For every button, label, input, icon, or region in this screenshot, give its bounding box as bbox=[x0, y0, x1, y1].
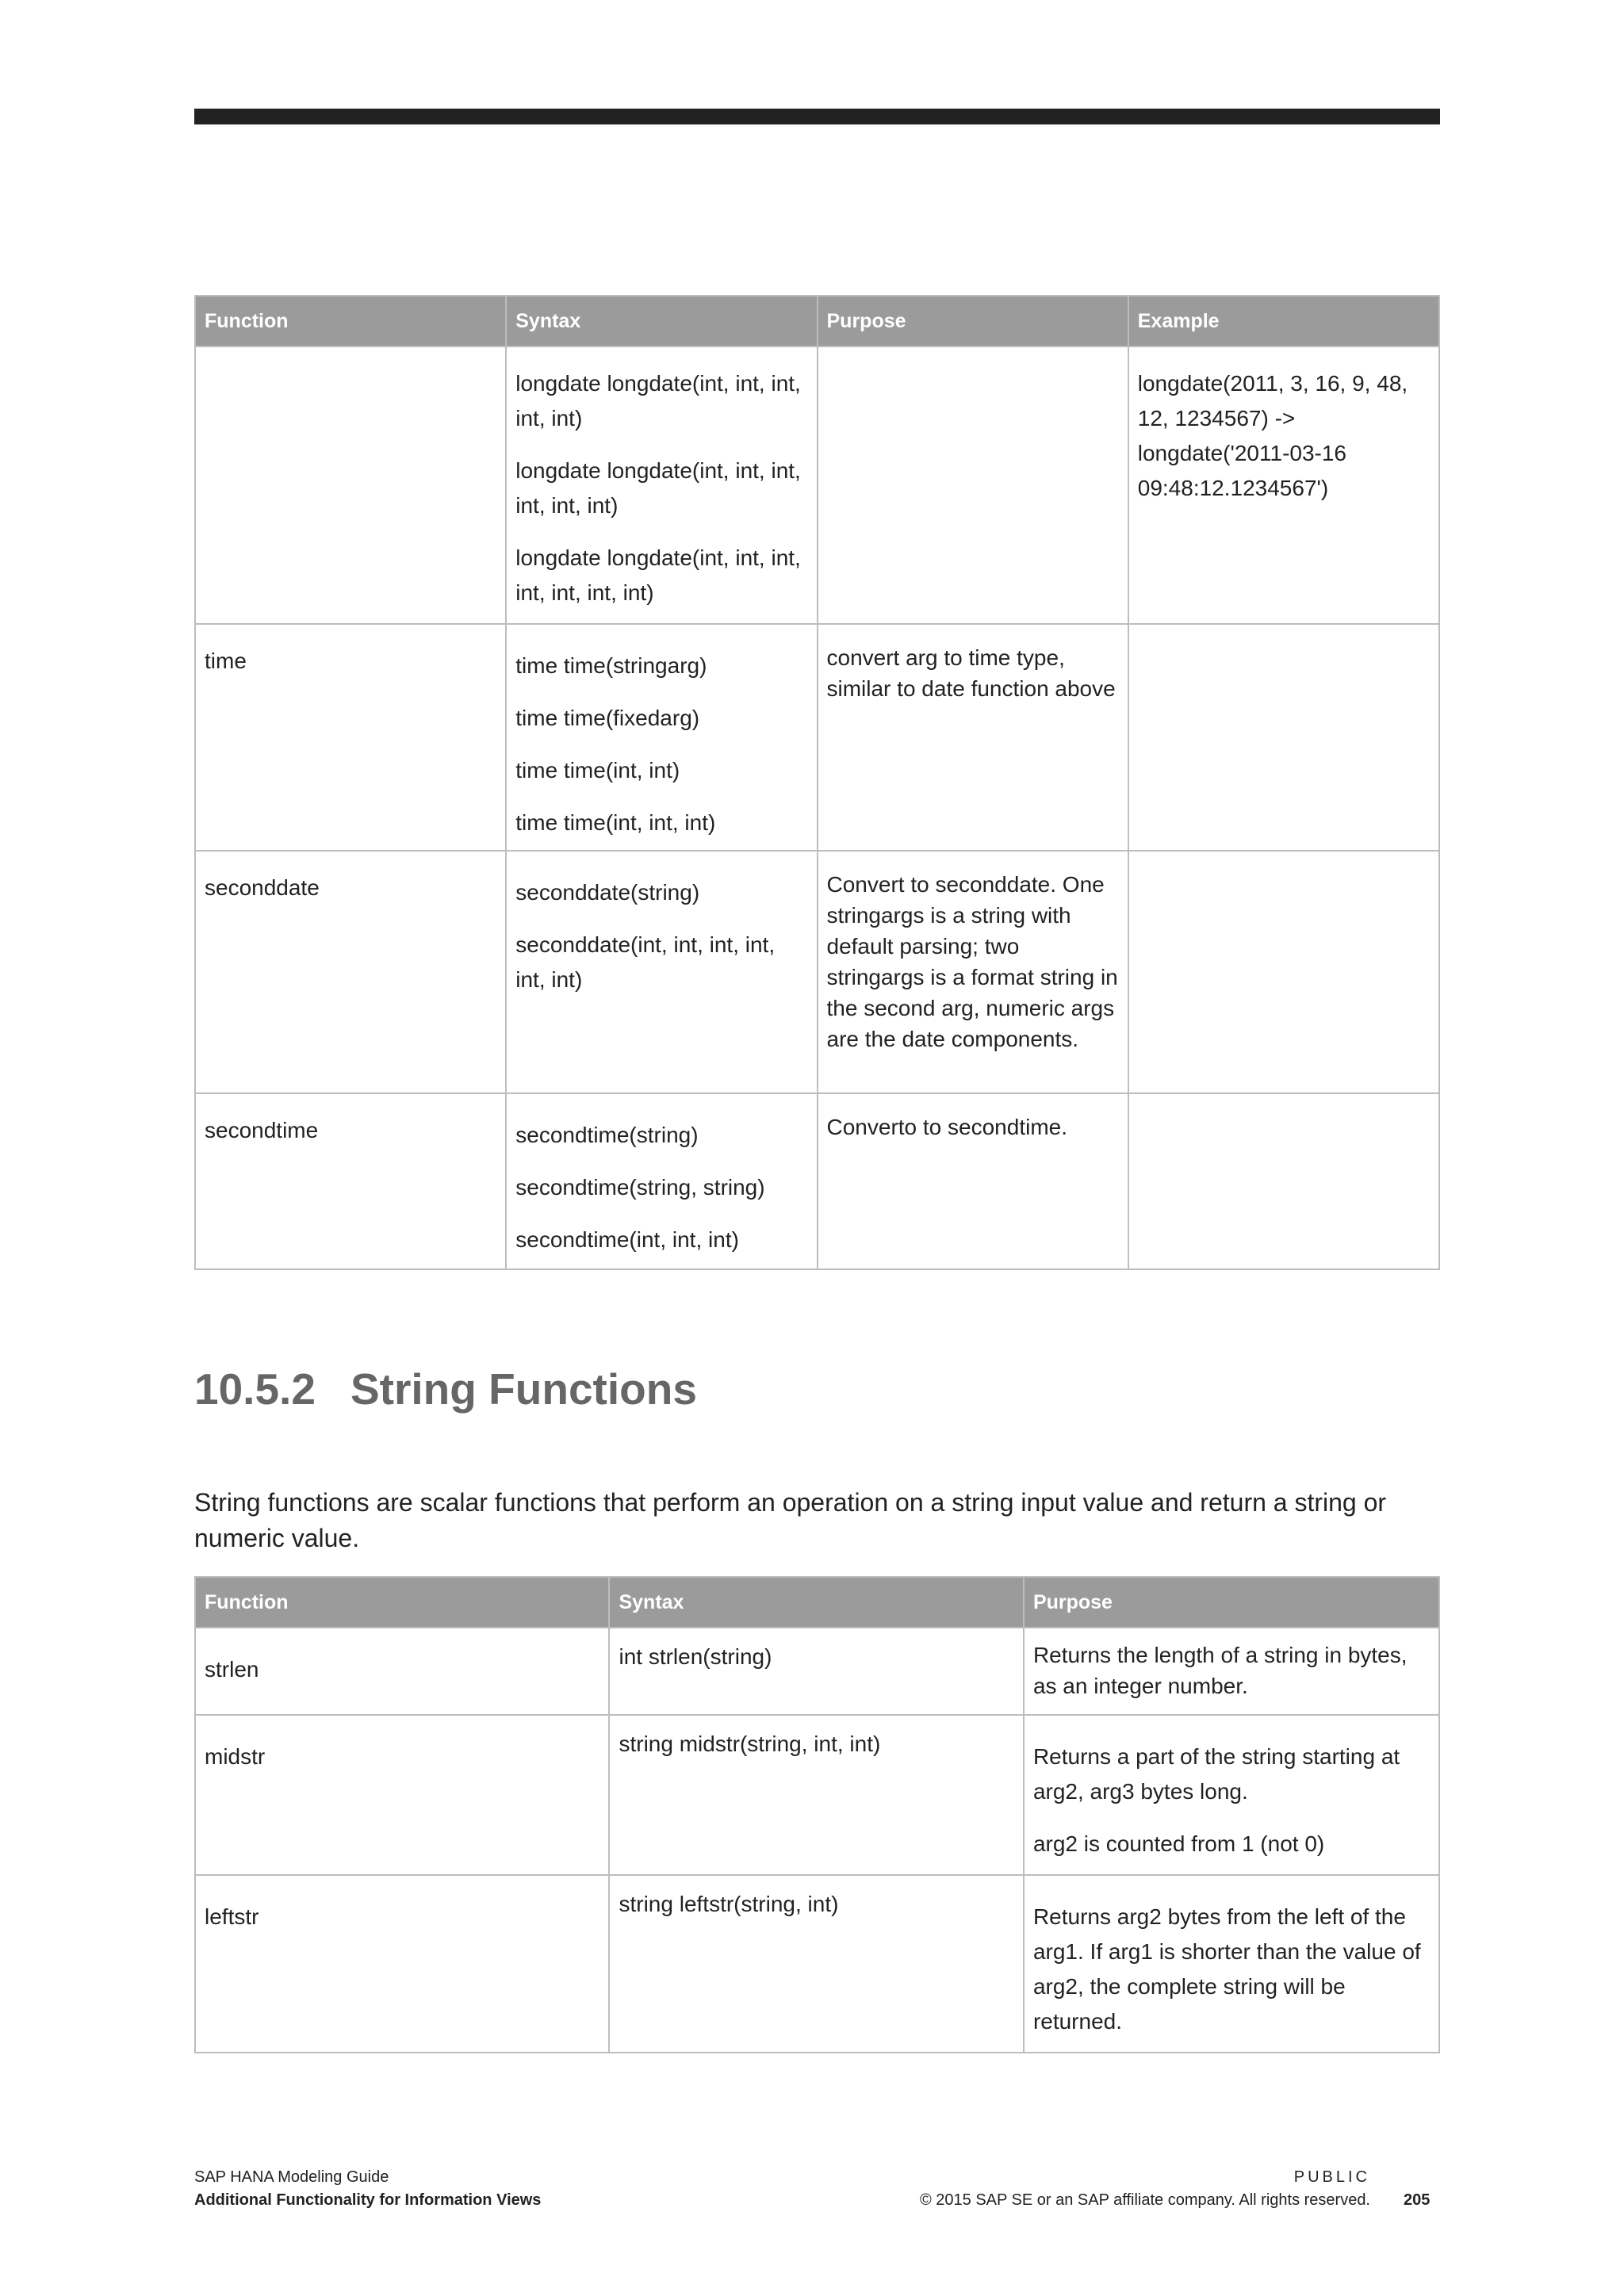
syntax-line: longdate longdate(int, int, int, int, int, int, int) bbox=[515, 545, 801, 605]
footer-left bbox=[194, 2166, 541, 2212]
column-header-function: Function bbox=[195, 1577, 609, 1628]
function-cell: strlen bbox=[195, 1628, 609, 1715]
purpose-cell bbox=[1024, 1875, 1439, 2053]
function-cell: seconddate bbox=[195, 851, 506, 1093]
example-cell bbox=[1128, 1093, 1439, 1269]
syntax-cell bbox=[506, 346, 817, 624]
date-functions-table bbox=[194, 295, 1440, 1270]
purpose-line: Returns the length of a string in bytes, as an integer number. bbox=[1032, 1643, 1408, 1698]
table-row bbox=[195, 851, 1439, 1093]
syntax-line: longdate longdate(int, int, int, int, int, int) bbox=[515, 458, 801, 518]
column-header-syntax: Syntax bbox=[506, 296, 817, 346]
purpose-line: Returns arg2 bytes from the left of the arg1. If arg1 is shorter than the value of arg2, the complete string will be returned. bbox=[1032, 1904, 1421, 2034]
purpose-cell bbox=[818, 346, 1128, 624]
syntax-cell: string leftstr(string, int) bbox=[609, 1875, 1023, 2053]
function-cell: leftstr bbox=[195, 1875, 609, 2053]
classification-label: PUBLIC bbox=[1293, 2168, 1370, 2186]
syntax-line: secondtime(int, int, int) bbox=[515, 1227, 739, 1252]
column-header-function: Function bbox=[195, 296, 506, 346]
syntax-line: secondtime(string) bbox=[515, 1123, 699, 1147]
copyright-notice: © 2015 SAP SE or an SAP affiliate company. All rights reserved. bbox=[919, 2191, 1370, 2209]
table-row bbox=[195, 346, 1439, 624]
section-number: 10.5.2 bbox=[194, 1364, 316, 1414]
footer-right bbox=[920, 2166, 1370, 2212]
syntax-cell: int strlen(string) bbox=[609, 1628, 1023, 1715]
column-header-example: Example bbox=[1128, 296, 1439, 346]
purpose-cell bbox=[1024, 1715, 1439, 1875]
example-cell bbox=[1128, 624, 1439, 851]
column-header-purpose: Purpose bbox=[1024, 1577, 1439, 1628]
column-header-purpose: Purpose bbox=[818, 296, 1128, 346]
function-cell bbox=[195, 346, 506, 624]
syntax-cell bbox=[506, 624, 817, 851]
section-heading bbox=[194, 1364, 697, 1414]
section-title: String Functions bbox=[350, 1364, 697, 1414]
function-cell: secondtime bbox=[195, 1093, 506, 1269]
string-functions-table bbox=[194, 1576, 1440, 2053]
guide-title: SAP HANA Modeling Guide bbox=[194, 2168, 389, 2186]
syntax-line: time time(fixedarg) bbox=[515, 706, 700, 730]
syntax-line: time time(int, int) bbox=[515, 758, 680, 783]
syntax-line: longdate longdate(int, int, int, int, int) bbox=[515, 371, 801, 430]
syntax-cell bbox=[506, 851, 817, 1093]
purpose-line: arg2 is counted from 1 (not 0) bbox=[1032, 1831, 1325, 1856]
syntax-line: seconddate(int, int, int, int, int, int) bbox=[515, 932, 776, 992]
syntax-line: secondtime(string, string) bbox=[515, 1175, 765, 1200]
table-row bbox=[195, 1715, 1439, 1875]
table-header-row bbox=[195, 1577, 1439, 1628]
example-cell bbox=[1128, 851, 1439, 1093]
syntax-line: seconddate(string) bbox=[515, 880, 700, 905]
syntax-cell: string midstr(string, int, int) bbox=[609, 1715, 1023, 1875]
function-cell: time bbox=[195, 624, 506, 851]
purpose-cell: Convert to seconddate. One stringargs is a string with default parsing; two stringargs is a format string in the second arg, numeric args are the date components. bbox=[818, 851, 1128, 1093]
function-cell: midstr bbox=[195, 1715, 609, 1875]
table-row bbox=[195, 1875, 1439, 2053]
table-header-row bbox=[195, 296, 1439, 346]
section-intro: String functions are scalar functions that perform an operation on a string input value and return a string or numeric value. bbox=[194, 1488, 1387, 1552]
purpose-cell: convert arg to time type, similar to date function above bbox=[818, 624, 1128, 851]
syntax-cell bbox=[506, 1093, 817, 1269]
example-cell: longdate(2011, 3, 16, 9, 48, 12, 1234567) -> longdate('2011-03-16 09:48:12.1234567') bbox=[1128, 346, 1439, 624]
header-rule bbox=[194, 109, 1440, 124]
syntax-line: time time(int, int, int) bbox=[515, 810, 716, 835]
syntax-line: time time(stringarg) bbox=[515, 653, 707, 678]
table-row bbox=[195, 1093, 1439, 1269]
purpose-cell bbox=[1024, 1628, 1439, 1715]
page-number: 205 bbox=[1404, 2191, 1431, 2209]
column-header-syntax: Syntax bbox=[609, 1577, 1023, 1628]
table-row bbox=[195, 1628, 1439, 1715]
chapter-title: Additional Functionality for Information Views bbox=[194, 2191, 542, 2209]
purpose-line: Returns a part of the string starting at arg2, arg3 bytes long. bbox=[1032, 1744, 1400, 1804]
purpose-cell: Converto to secondtime. bbox=[818, 1093, 1128, 1269]
table-row bbox=[195, 624, 1439, 851]
